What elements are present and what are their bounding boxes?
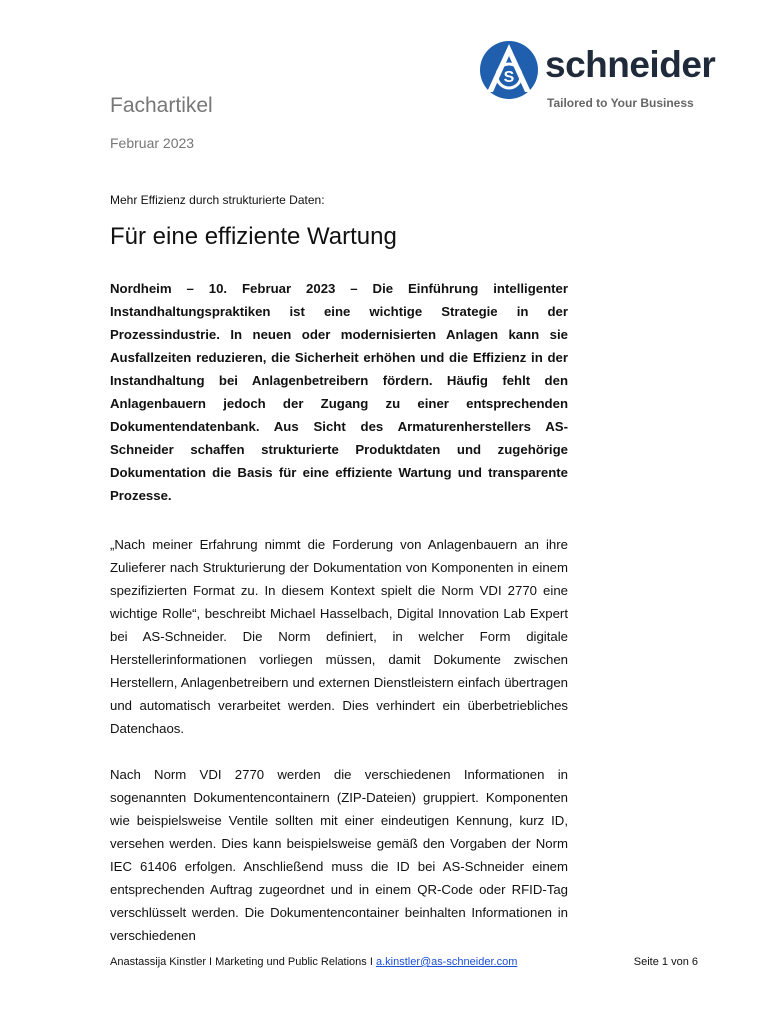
article-paragraph-2: Nach Norm VDI 2770 werden die verschiedenen Informationen in sogenannten Dokumentencontainern (ZIP-Dateien) gruppiert. Komponenten wie beispielsweise Ventile sollten mit einer eindeutigen Kennung, kurz ID, versehen werden. Dies kann beispielsweise gemäß den Vorgaben der Norm IEC 61406 erfolgen. Anschließend muss die ID bei AS-Schneider einem entsprechenden Auftrag zugeordnet und in einem QR-Code oder RFID-Tag verschlüsselt werden. Die Dokumentencontainer beinhalten Informationen in verschiedenen — [110, 767, 568, 943]
footer-email-link[interactable]: a.kinstler@as-schneider.com — [375, 956, 518, 968]
page-footer — [110, 956, 517, 968]
footer-contact: Anastassija Kinstler I Marketing und Public Relations I — [110, 956, 376, 968]
company-logo — [479, 40, 714, 112]
document-type: Fachartikel — [110, 94, 213, 117]
document-date: Februar 2023 — [110, 135, 195, 151]
brand-name: schneider — [545, 44, 716, 85]
article-headline: Für eine effiziente Wartung — [110, 223, 397, 250]
svg-text:S: S — [503, 69, 515, 86]
brand-tagline: Tailored to Your Business — [547, 96, 694, 110]
page-number: Seite 1 von 6 — [633, 956, 698, 968]
schneider-logo-icon — [479, 40, 539, 100]
article-paragraph-1: „Nach meiner Erfahrung nimmt die Forderung von Anlagenbauern an ihre Zulieferer nach Strukturierung der Dokumentation von Komponenten in einem spezifizierten Format zu. In diesem Kontext spielt die Norm VDI 2770 eine wichtige Rolle“, beschreibt Michael Hasselbach, Digital Innovation Lab Expert bei AS-Schneider. Die Norm definiert, in welcher Form digitale Herstellerinformationen vorliegen müssen, damit Dokumente zwischen Herstellern, Anlagenbetreibern und externen Dienstleistern einfach übertragen und automatisch verarbeitet werden. Dies verhindert ein überbetriebliches Datenchaos. — [110, 537, 568, 736]
article-subtitle: Mehr Effizienz durch strukturierte Daten: — [110, 193, 325, 207]
article-lead: Nordheim – 10. Februar 2023 – Die Einführung intelligenter Instandhaltungspraktiken ist eine wichtige Strategie in der Prozessindustrie. In neuen oder modernisierten Anlagen kann sie Ausfallzeiten reduzieren, die Sicherheit erhöhen und die Effizienz in der Instandhaltung bei Anlagenbetreibern fördern. Häufig fehlt den Anlagenbauern jedoch der Zugang zu einer entsprechenden Dokumentendatenbank. Aus Sicht des Armaturenherstellers AS-Schneider schaffen strukturierte Produktdaten und zugehörige Dokumentation die Basis für eine effiziente Wartung und transparente Prozesse. — [110, 281, 568, 503]
